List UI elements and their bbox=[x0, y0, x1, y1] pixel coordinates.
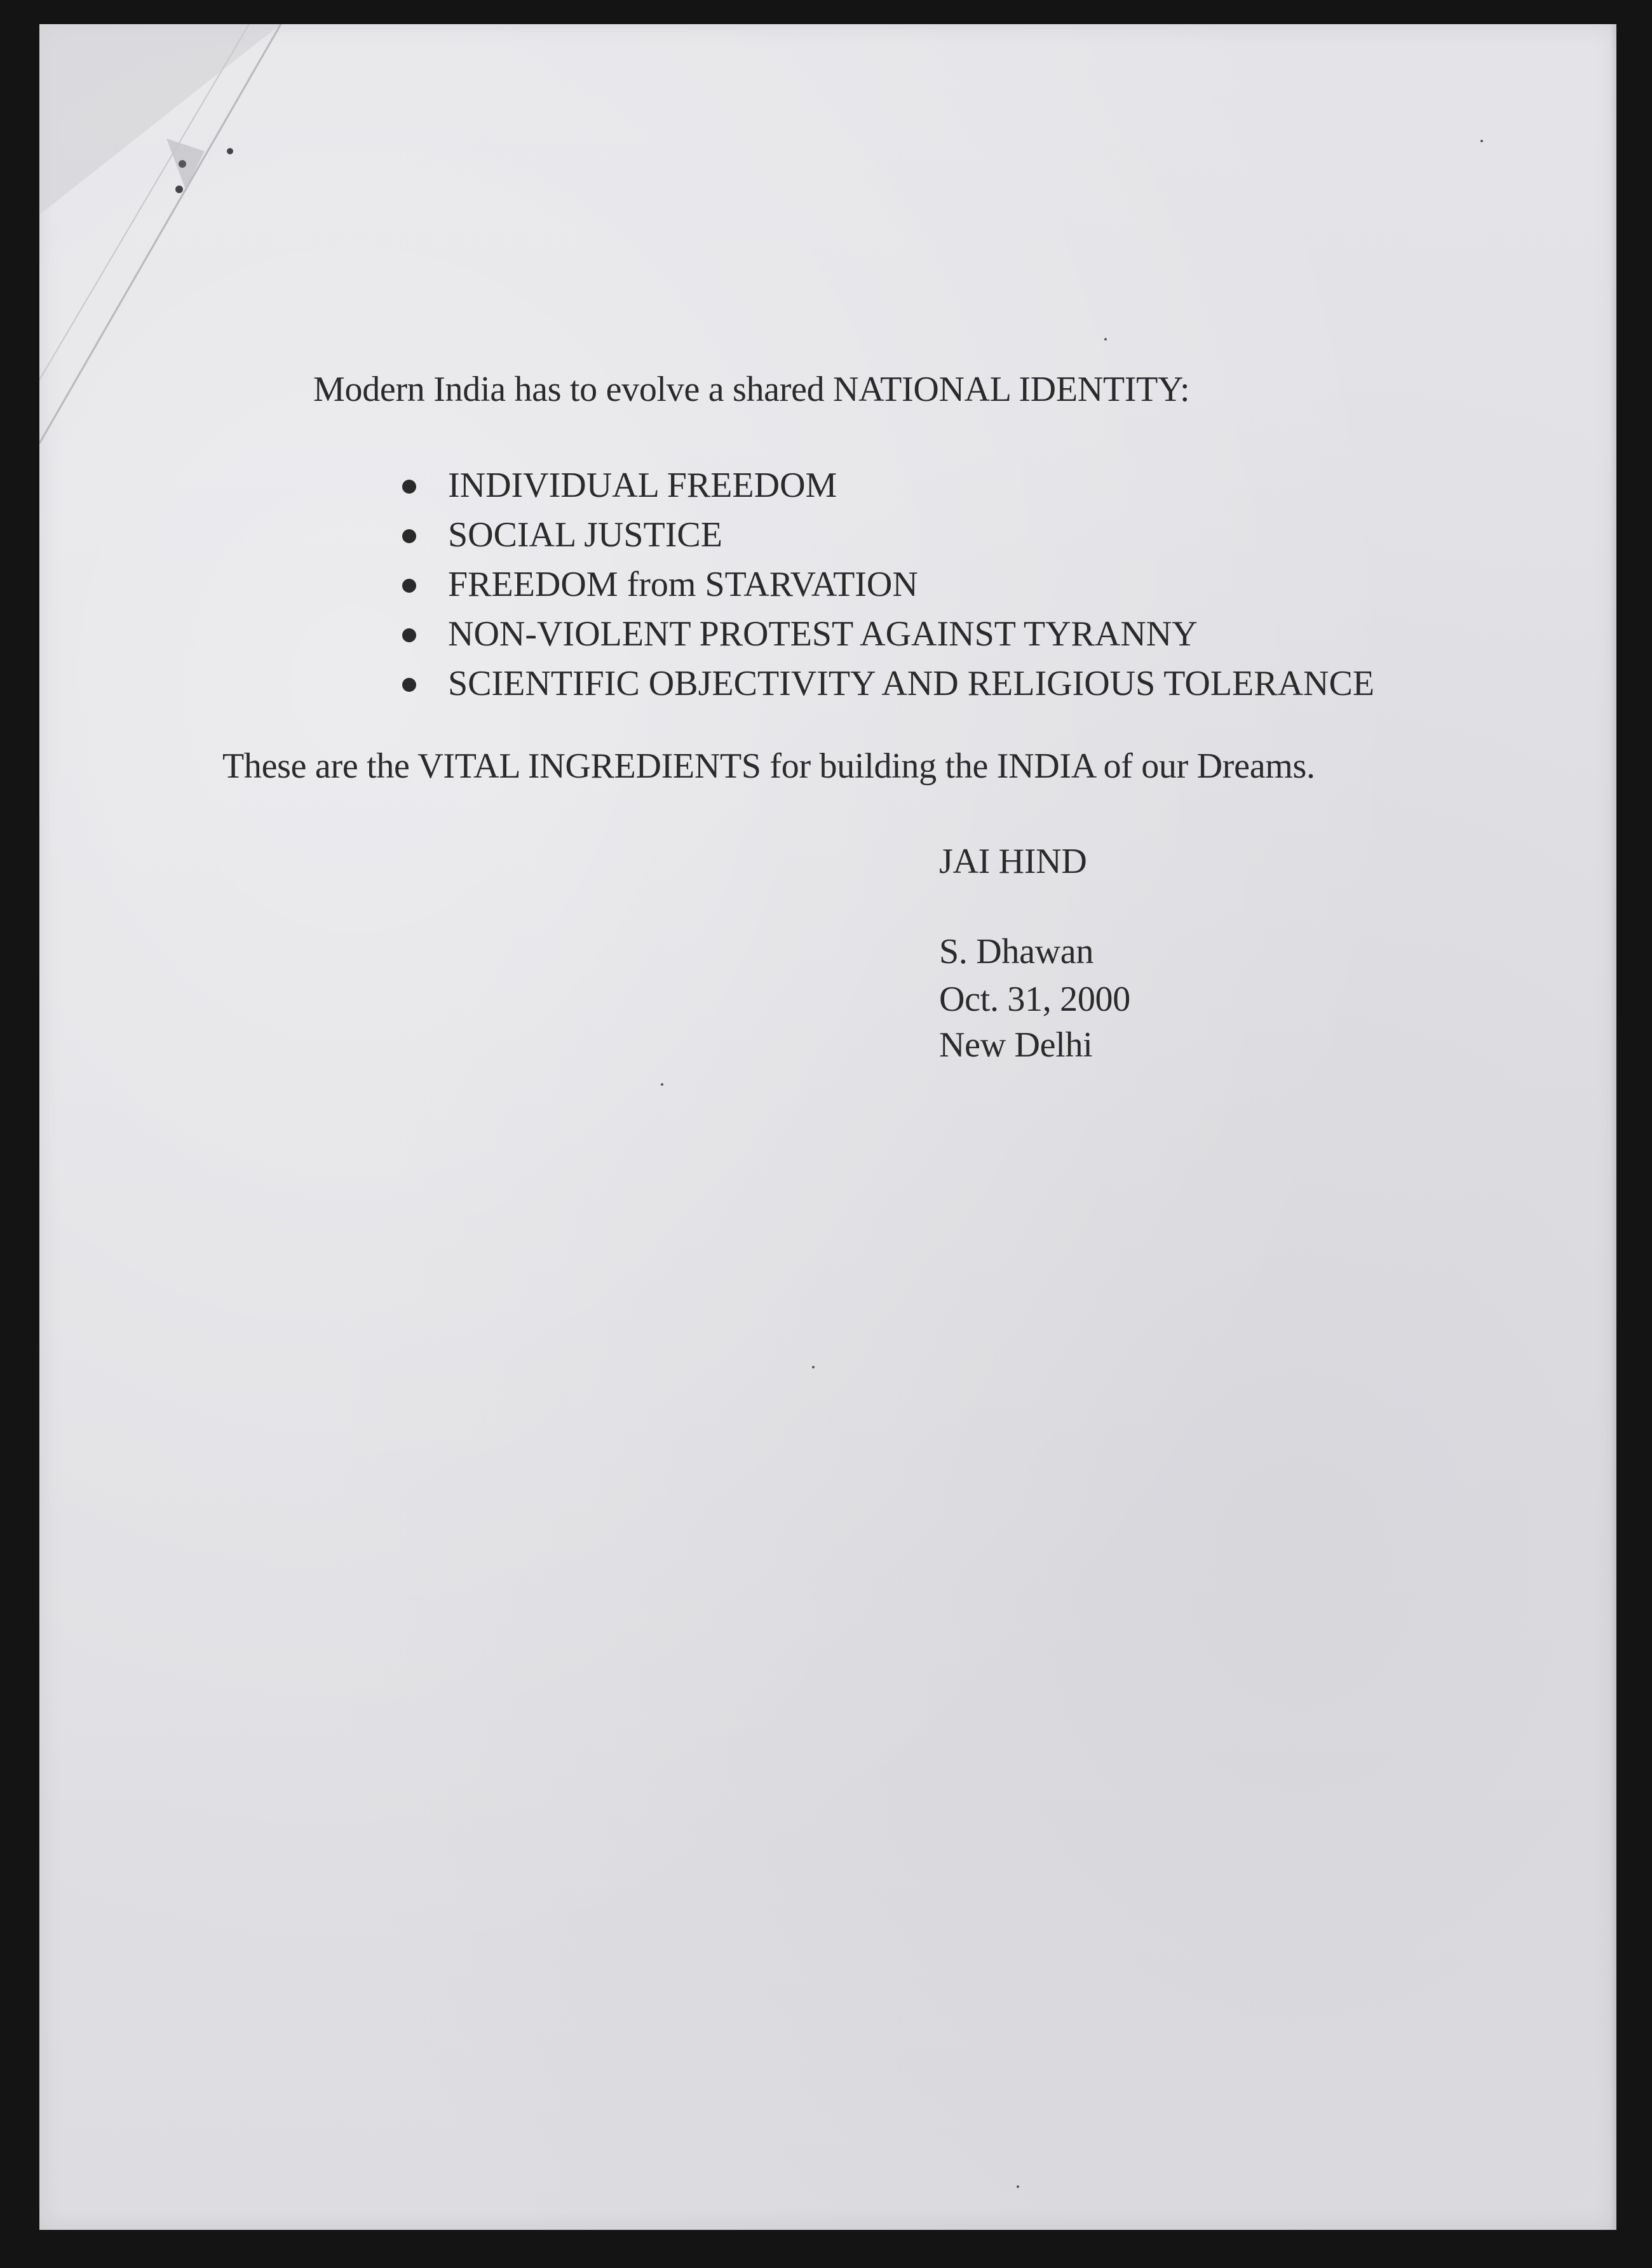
ingredients-line: These are the VITAL INGREDIENTS for building the INDIA of our Dreams. bbox=[222, 746, 1315, 786]
list-item bbox=[400, 461, 1374, 510]
bullet-icon bbox=[402, 678, 416, 692]
identity-list bbox=[400, 461, 1374, 708]
list-item-text: INDIVIDUAL FREEDOM bbox=[448, 466, 837, 505]
paper-speck bbox=[1017, 2185, 1019, 2188]
list-item bbox=[400, 609, 1374, 659]
list-item bbox=[400, 659, 1374, 708]
list-item-text: SOCIAL JUSTICE bbox=[448, 515, 722, 555]
paper-speck bbox=[661, 1083, 663, 1086]
bullet-icon bbox=[402, 628, 416, 642]
bullet-icon bbox=[402, 579, 416, 593]
list-item bbox=[400, 510, 1374, 560]
signature-date: Oct. 31, 2000 bbox=[939, 980, 1130, 1019]
signature-place: New Delhi bbox=[939, 1025, 1093, 1065]
list-item-text: SCIENTIFIC OBJECTIVITY AND RELIGIOUS TOLERANCE bbox=[448, 664, 1375, 703]
paper-speck bbox=[812, 1366, 815, 1368]
paper-speck bbox=[1480, 140, 1483, 142]
intro-line: Modern India has to evolve a shared NATIONAL IDENTITY: bbox=[313, 370, 1190, 409]
bullet-icon bbox=[402, 529, 416, 543]
list-item-text: FREEDOM from STARVATION bbox=[448, 565, 918, 604]
list-item bbox=[400, 560, 1374, 609]
closing-salutation: JAI HIND bbox=[939, 842, 1087, 881]
list-item-text: NON-VIOLENT PROTEST AGAINST TYRANNY bbox=[448, 614, 1198, 654]
paper-speck bbox=[1104, 338, 1107, 341]
signature-name: S. Dhawan bbox=[939, 932, 1094, 971]
bullet-icon bbox=[402, 480, 416, 494]
paper-sheet bbox=[39, 24, 1616, 2230]
